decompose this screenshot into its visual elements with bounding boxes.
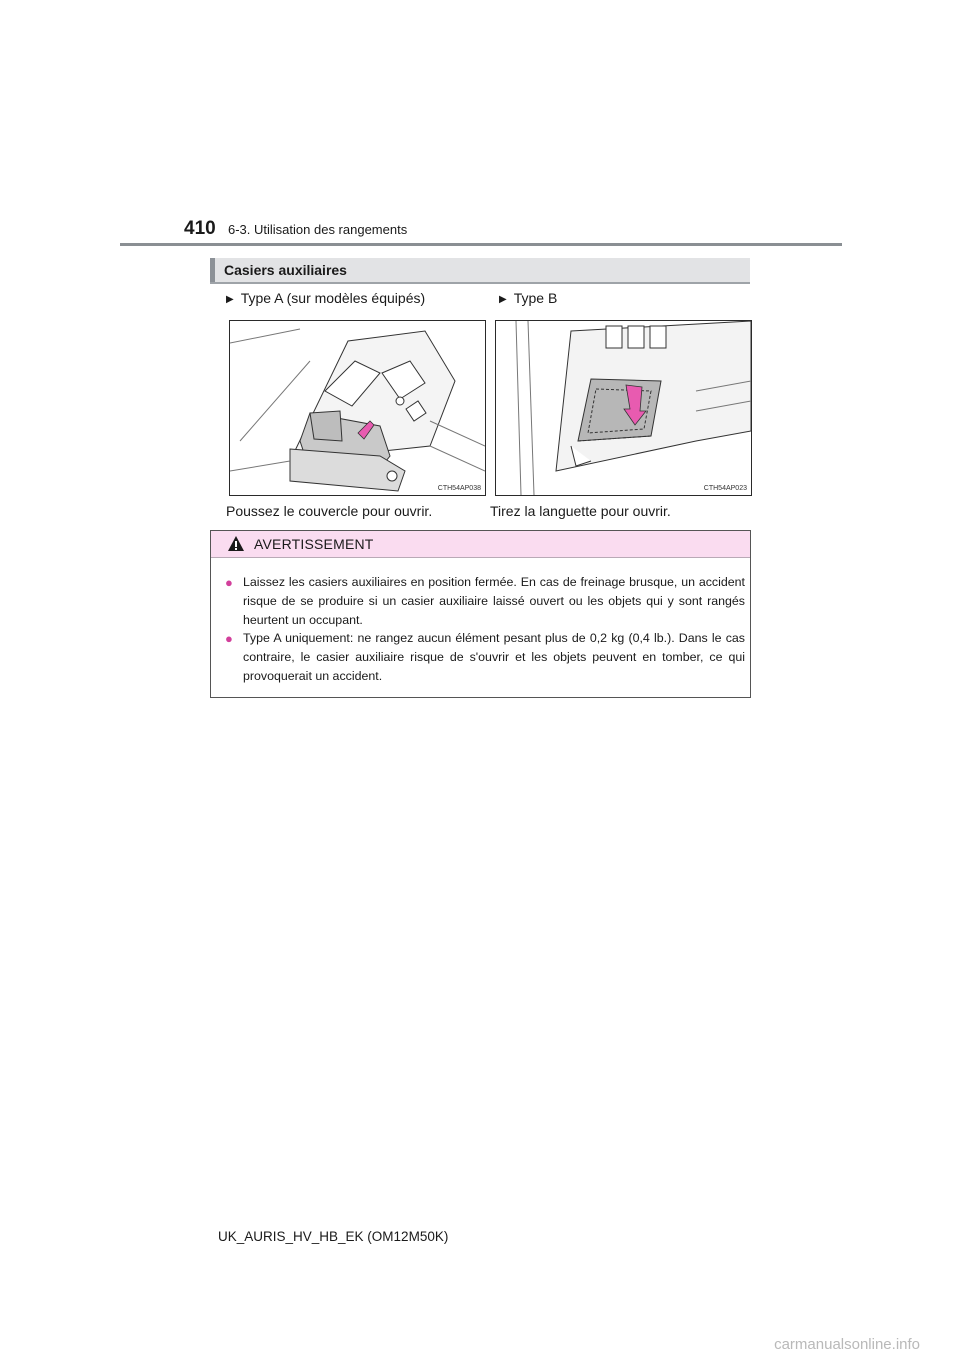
- warning-box: [210, 530, 751, 698]
- figure-type-a: [229, 320, 486, 496]
- warning-item-text: Laissez les casiers auxiliaires en position fermée. En cas de freinage brusque, un accident risque de se produire si un casier auxiliaire laissé ouvert ou les objets qui y sont rangés heurtent un occupant.: [243, 575, 745, 627]
- section-stripe: [210, 258, 215, 282]
- warning-triangle-icon: [227, 535, 245, 552]
- chapter-title: 6-3. Utilisation des rangements: [228, 222, 408, 237]
- warning-item-text: Type A uniquement: ne rangez aucun élément pesant plus de 0,2 kg (0,4 lb.). Dans le cas contraire, le casier auxiliaire risque de s'ouvrir et les objets peuvent en tomber, ce qui provoquerait un accident.: [243, 631, 745, 683]
- section-title: Casiers auxiliaires: [224, 262, 347, 278]
- figure-b-caption: Tirez la languette pour ouvrir.: [490, 503, 671, 519]
- auxiliary-box-illustration: [496, 321, 751, 495]
- section-heading: [210, 258, 750, 284]
- warning-title: AVERTISSEMENT: [254, 536, 374, 552]
- bullet-dot-icon: ●: [225, 631, 233, 646]
- triangle-bullet-icon: ▶: [226, 294, 234, 305]
- page-number: 410: [184, 218, 216, 239]
- figure-a-code: CTH54AP038: [437, 485, 481, 492]
- warning-item: [225, 629, 745, 686]
- warning-item: [225, 573, 745, 630]
- triangle-bullet-icon: ▶: [499, 294, 507, 305]
- header-rule: [120, 243, 842, 246]
- figure-b-code: CTH54AP023: [703, 485, 747, 492]
- warning-header: [211, 531, 750, 558]
- type-b-label: [499, 290, 557, 306]
- type-a-label: [226, 290, 425, 306]
- figure-a-caption: Poussez le couvercle pour ouvrir.: [226, 503, 433, 519]
- overhead-console-illustration: [230, 321, 485, 495]
- type-b-label-text: Type B: [513, 290, 558, 306]
- figure-type-b: [495, 320, 752, 496]
- watermark: carmanualsonline.info: [774, 1336, 920, 1353]
- bullet-dot-icon: ●: [225, 575, 233, 590]
- manual-code-footer: UK_AURIS_HV_HB_EK (OM12M50K): [218, 1229, 449, 1244]
- type-a-label-text: Type A (sur modèles équipés): [240, 290, 426, 306]
